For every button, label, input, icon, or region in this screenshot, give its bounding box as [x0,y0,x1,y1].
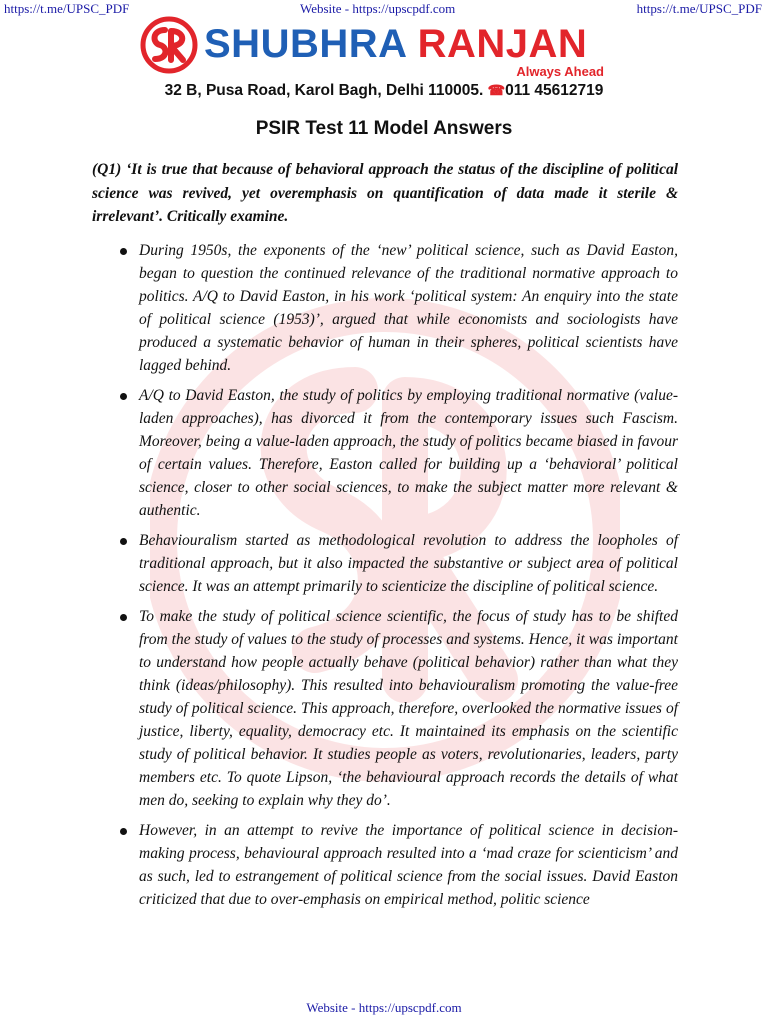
answer-bullet-item [92,819,678,911]
brand-tagline: Always Ahead [516,64,604,79]
question-text: (Q1) ‘It is true that because of behavioral approach the status of the discipline of political science was revived, yet overemphasis on quantification of data made it sterile & irrelevant’. Critically examine. [92,161,678,225]
answer-content [92,158,678,918]
answer-bullet-item [92,239,678,377]
bullet-dot-icon [120,538,127,545]
phone-icon: ☎ [487,82,506,98]
answer-bullet-item [92,529,678,598]
page-title: PSIR Test 11 Model Answers [255,118,513,139]
brand-name [204,22,587,67]
sr-logo-icon [140,16,198,74]
website-link-bottom[interactable]: Website - https://upscpdf.com [306,1000,462,1015]
website-link-top[interactable]: Website - https://upscpdf.com [300,1,456,16]
telegram-link-right[interactable]: https://t.me/UPSC_PDF [636,1,762,16]
answer-bullet-item [92,605,678,812]
answer-bullet-list [92,239,678,911]
bullet-dot-icon [120,828,127,835]
bullet-text: However, in an attempt to revive the importance of political science in decision-making process, behavioural approach resulted into a ‘mad craze for scienticism’ and as such, led to estrangement of political science from the social issues. David Easton criticized that due to over-emphasis on empirical method, politic science [139,821,678,908]
brand-name-second: RANJAN [417,22,588,66]
brand-name-first: SHUBHRA [204,22,407,66]
bullet-text: During 1950s, the exponents of the ‘new’ political science, such as David Easton, began to question the continued relevance of the traditional normative approach to politics. A/Q to David Easton, in his work ‘political system: An enquiry into the state of political science (1953)’, argued that while economists and sociologists have produced a systematic behavior of human in their spheres, political scientists have lagged behind. [139,241,678,374]
bullet-text: To make the study of political science scientific, the focus of study has to be shifted from the study of values to the study of processes and systems. Hence, it was important to understand how people actually behave (political behavior) rather than what they think (ideas/philosophy). This resulted into behaviouralism promoting the value-free study of political science. This approach, therefore, overlooked the normative issues of justice, liberty, equality, democracy etc. It maintained its emphasis on the scientific study of political behavior. It studies people as voters, revolutionaries, leaders, party members etc. To quote Lipson, ‘the behavioural approach records the details of what men do, seeking to explain why they do’. [139,607,678,809]
address-text: 32 B, Pusa Road, Karol Bagh, Delhi 110005. [164,82,484,99]
brand-header [140,16,620,80]
bullet-dot-icon [120,614,127,621]
answer-bullet-item [92,384,678,522]
bullet-dot-icon [120,393,127,400]
bullet-dot-icon [120,248,127,255]
phone-number: 011 45612719 [505,82,604,99]
bullet-text: Behaviouralism started as methodological revolution to address the loopholes of traditional approach, but it also impacted the substantive or subject area of political science. It was an attempt primarily to scienticize the discipline of political science. [139,531,678,595]
bullet-text: A/Q to David Easton, the study of politics by employing traditional normative (value-laden approaches), has divorced it from the contemporary issues such Fascism. Moreover, being a value-laden approach, the study of politics became biased in favour of certain values. Therefore, Easton called for building up a ‘behavioral’ political science, closer to other social sciences, to make the subject matter more relevant & authentic. [139,386,678,519]
address-line [0,82,768,100]
telegram-link-left[interactable]: https://t.me/UPSC_PDF [4,1,130,16]
